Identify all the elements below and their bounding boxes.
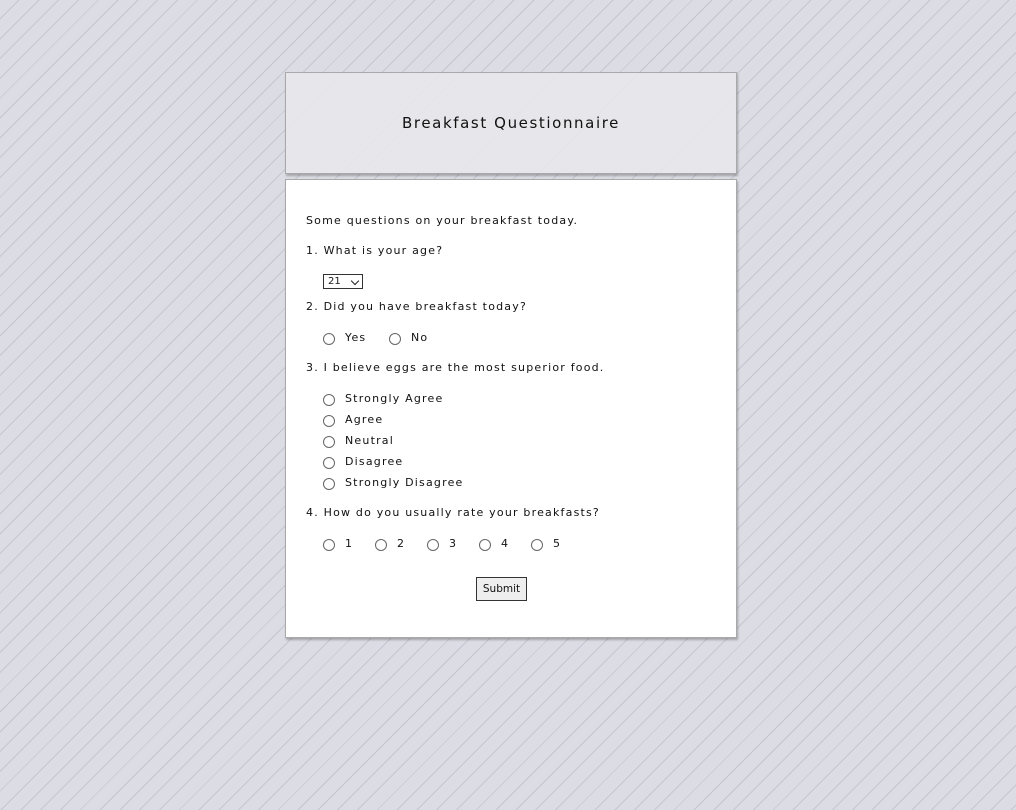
- eggs-disagree-label: Disagree: [345, 455, 404, 468]
- eggs-neutral-radio[interactable]: [323, 436, 335, 448]
- eggs-agree-radio[interactable]: [323, 415, 335, 427]
- rating-3-label: 3: [449, 537, 458, 550]
- rating-2-label: 2: [397, 537, 406, 550]
- chevron-down-icon: [351, 277, 359, 285]
- page-title: Breakfast Questionnaire: [402, 114, 620, 132]
- breakfast-yes-radio[interactable]: [323, 333, 335, 345]
- eggs-strongly-agree-radio[interactable]: [323, 394, 335, 406]
- rating-5-label: 5: [553, 537, 562, 550]
- question-3-label: 3. I believe eggs are the most superior food.: [306, 361, 605, 374]
- age-select[interactable]: [323, 274, 363, 289]
- eggs-neutral-label: Neutral: [345, 434, 395, 447]
- rating-4-label: 4: [501, 537, 510, 550]
- eggs-strongly-disagree-radio[interactable]: [323, 478, 335, 490]
- breakfast-no-label: No: [411, 331, 429, 344]
- eggs-strongly-disagree-label: Strongly Disagree: [345, 476, 464, 489]
- age-select-value: 21: [328, 276, 341, 287]
- rating-1-label: 1: [345, 537, 354, 550]
- rating-1-radio[interactable]: [323, 539, 335, 551]
- eggs-disagree-radio[interactable]: [323, 457, 335, 469]
- form-intro: Some questions on your breakfast today.: [306, 214, 579, 227]
- submit-button[interactable]: Submit: [476, 577, 527, 601]
- rating-4-radio[interactable]: [479, 539, 491, 551]
- header-panel: [285, 72, 737, 174]
- question-2-label: 2. Did you have breakfast today?: [306, 300, 528, 313]
- eggs-agree-label: Agree: [345, 413, 384, 426]
- question-4-label: 4. How do you usually rate your breakfasts?: [306, 506, 600, 519]
- breakfast-yes-label: Yes: [345, 331, 367, 344]
- breakfast-no-radio[interactable]: [389, 333, 401, 345]
- rating-3-radio[interactable]: [427, 539, 439, 551]
- eggs-strongly-agree-label: Strongly Agree: [345, 392, 444, 405]
- question-1-label: 1. What is your age?: [306, 244, 444, 257]
- questionnaire-form: [285, 179, 737, 638]
- rating-2-radio[interactable]: [375, 539, 387, 551]
- rating-5-radio[interactable]: [531, 539, 543, 551]
